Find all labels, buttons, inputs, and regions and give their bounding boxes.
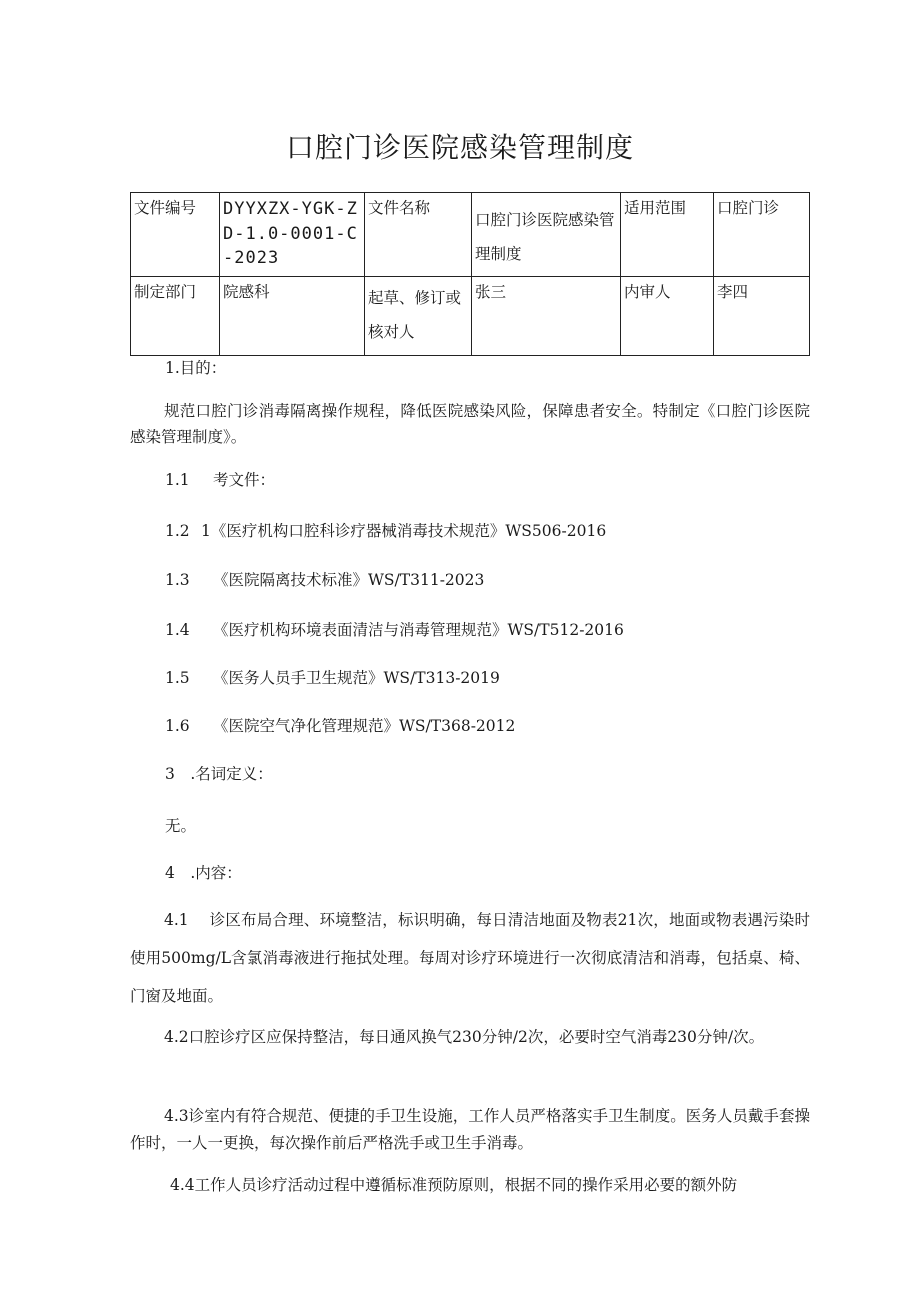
content-4-4: 4.4工作人员诊疗活动过程中遵循标准预防原则，根据不同的操作采用必要的额外防 bbox=[170, 1176, 738, 1194]
purpose-text: 规范口腔门诊消毒隔离操作规程，降低医院感染风险，保障患者安全。特制定《口腔门诊医院感染管理制度》。 bbox=[130, 402, 810, 446]
ref-text: 1《医疗机构口腔科诊疗器械消毒技术规范》WS506-2016 bbox=[201, 522, 607, 540]
ref-text: 《医院空气净化管理规范》WS/T368-2012 bbox=[213, 717, 516, 735]
ref-number: 1.2 bbox=[165, 522, 190, 540]
label-author: 起草、修订或核对人 bbox=[368, 289, 462, 342]
definitions-heading: 3 .名词定义： bbox=[165, 765, 273, 783]
file-name-value: 口腔门诊医院感染管理制度 bbox=[475, 211, 615, 264]
list-item bbox=[165, 519, 606, 544]
ref-number: 1.3 bbox=[165, 571, 190, 589]
label-file-name: 文件名称 bbox=[365, 193, 472, 277]
purpose-heading: 1.目的： bbox=[165, 359, 227, 377]
ref-number: 1.4 bbox=[165, 621, 190, 639]
table-row bbox=[131, 193, 810, 277]
document-info-table bbox=[130, 192, 810, 356]
refs-heading-text: 考文件： bbox=[213, 471, 276, 489]
content-4-1: 4.1 诊区布局合理、环境整洁，标识明确，每日清洁地面及物表21次，地面或物表遇污染时使用500mg/L含氯消毒液进行拖拭处理。每周对诊疗环境进行一次彻底清洁和消毒，包括桌、椅、门窗及地面。 bbox=[130, 911, 810, 1005]
label-reviewer: 内审人 bbox=[621, 277, 714, 356]
refs-heading-number: 1.1 bbox=[165, 471, 190, 489]
ref-text: 《医疗机构环境表面清洁与消毒管理规范》WS/T512-2016 bbox=[213, 621, 624, 639]
file-code-cell bbox=[220, 193, 365, 277]
ref-number: 1.5 bbox=[165, 669, 190, 687]
ref-number: 1.6 bbox=[165, 717, 190, 735]
content-4-2: 4.2口腔诊疗区应保持整洁，每日通风换气230分钟/2次，必要时空气消毒230分钟/次。 bbox=[164, 1028, 765, 1046]
content-heading: 4 .内容： bbox=[165, 864, 242, 882]
file-name-cell bbox=[472, 193, 621, 277]
definitions-text: 无。 bbox=[165, 817, 197, 835]
label-file-code: 文件编号 bbox=[131, 193, 220, 277]
list-item bbox=[165, 618, 624, 643]
label-scope: 适用范围 bbox=[621, 193, 714, 277]
content-4-3: 4.3诊室内有符合规范、便捷的手卫生设施，工作人员严格落实手卫生制度。医务人员戴手套操作时，一人一更换，每次操作前后严格洗手或卫生手消毒。 bbox=[130, 1107, 810, 1153]
list-item bbox=[165, 666, 500, 691]
document-title: 口腔门诊医院感染管理制度 bbox=[285, 131, 634, 164]
list-item bbox=[165, 714, 515, 739]
file-code-value: DYYXZX-YGK-ZD-1.0-0001-C-2023 bbox=[223, 199, 358, 269]
scope-value: 口腔门诊 bbox=[714, 193, 810, 277]
ref-text: 《医院隔离技术标准》WS/T311-2023 bbox=[213, 571, 485, 589]
ref-text: 《医务人员手卫生规范》WS/T313-2019 bbox=[213, 669, 500, 687]
dept-value: 院感科 bbox=[220, 277, 365, 356]
refs-heading bbox=[165, 468, 275, 493]
author-value: 张三 bbox=[472, 277, 621, 356]
list-item bbox=[165, 568, 484, 593]
table-row bbox=[131, 277, 810, 356]
label-dept: 制定部门 bbox=[131, 277, 220, 356]
author-label-cell bbox=[365, 277, 472, 356]
reviewer-value: 李四 bbox=[714, 277, 810, 356]
